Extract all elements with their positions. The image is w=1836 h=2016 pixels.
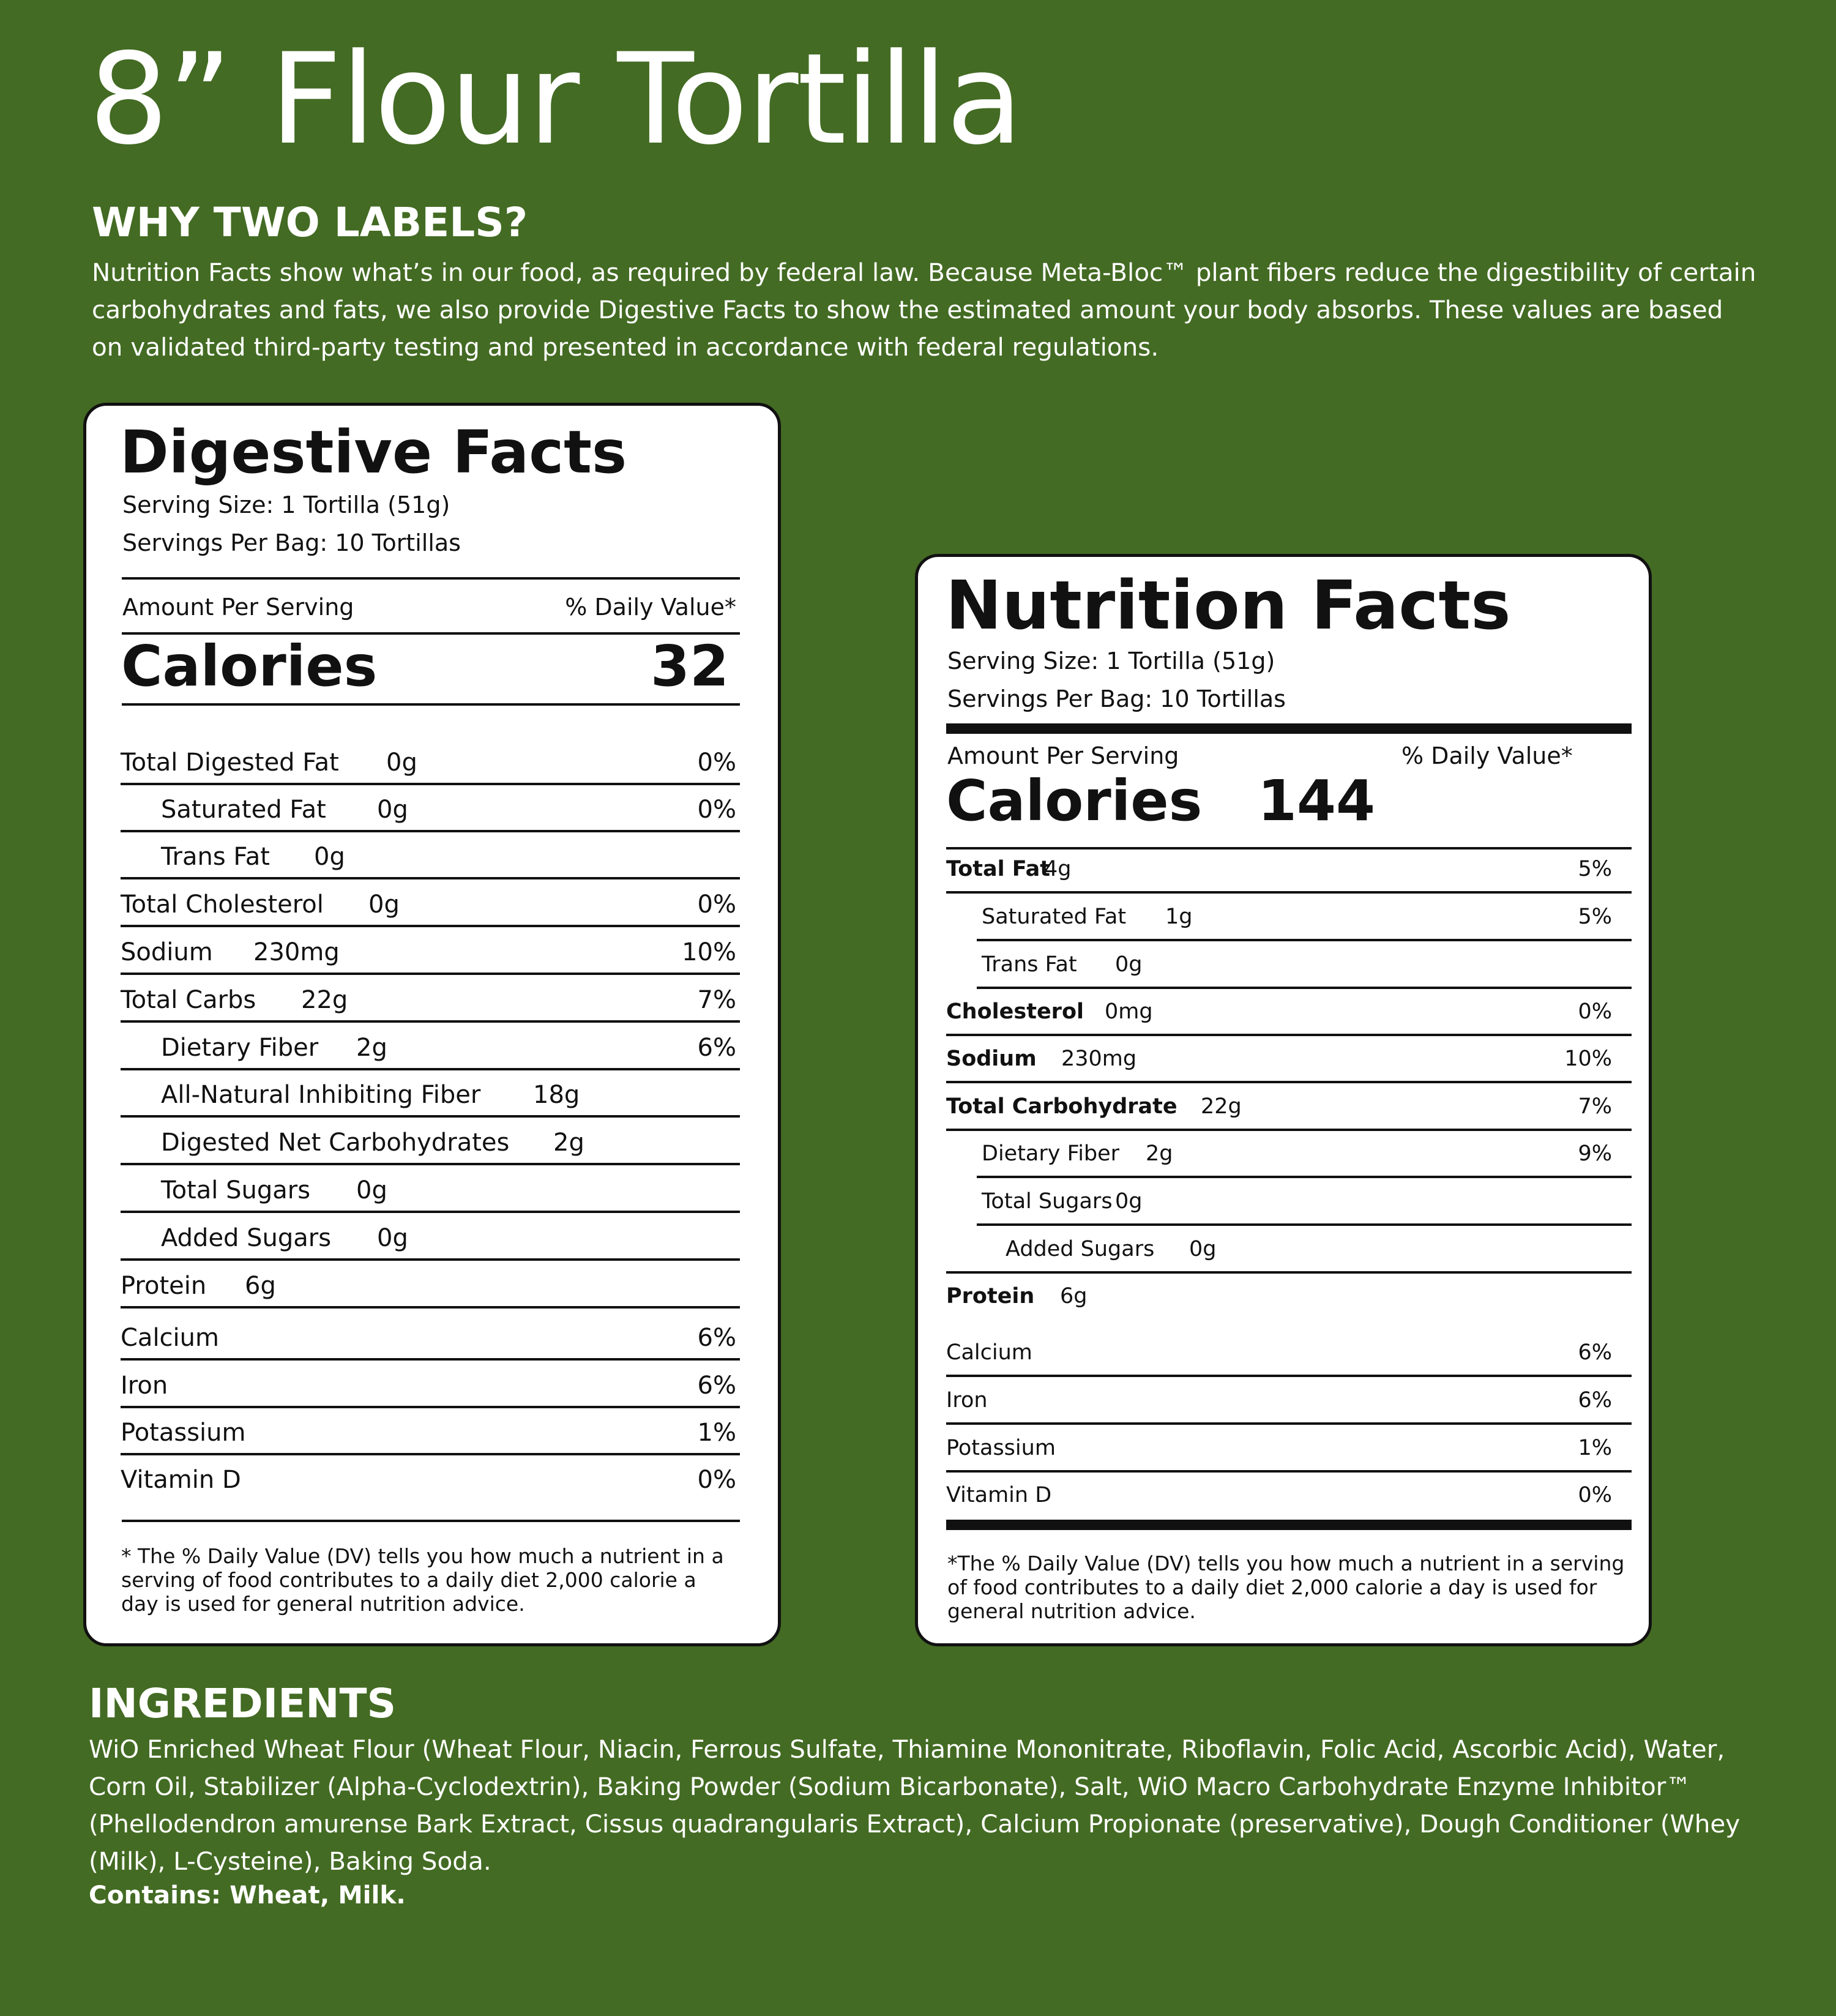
digestive-row-sodium-label: Sodium [121, 938, 213, 966]
digestive-row-potassium-dv: 1% [697, 1419, 736, 1447]
nutrition-row-total-sugars-amount: 0g [1115, 1189, 1143, 1214]
digestive-row-divider [121, 1358, 740, 1361]
digestive-row-all-natural-inhibiting-fiber-label: All-Natural Inhibiting Fiber [161, 1081, 481, 1109]
digestive-row-added-sugars-label: Added Sugars [161, 1224, 332, 1252]
nutrition-row-total-fat-dv: 5% [1578, 857, 1612, 881]
digestive-row-divider [121, 1258, 740, 1261]
digestive-row-potassium-label: Potassium [121, 1419, 246, 1447]
digestive-row-digested-net-carbohydrates-label: Digested Net Carbohydrates [161, 1129, 510, 1157]
digestive-row-all-natural-inhibiting-fiber-amount: 18g [533, 1081, 580, 1109]
nutrition-row-dietary-fiber-label: Dietary Fiber [982, 1141, 1120, 1166]
nutrition-row-iron-dv: 6% [1578, 1388, 1612, 1413]
digestive-amount-per: Amount Per Serving [122, 594, 354, 621]
nutrition-facts-panel [915, 554, 1652, 1646]
nutrition-row-total-carbohydrate-dv: 7% [1578, 1094, 1612, 1119]
nutrition-facts-heading: Nutrition Facts [946, 566, 1511, 644]
ingredients-heading: INGREDIENTS [89, 1680, 397, 1727]
page-title: 8” Flour Tortilla [89, 27, 1022, 173]
digestive-row-calcium-label: Calcium [121, 1324, 219, 1352]
nutrition-row-calcium-dv: 6% [1578, 1340, 1612, 1365]
nutrition-row-potassium-dv: 1% [1578, 1436, 1612, 1460]
digestive-row-sodium-amount: 230mg [253, 938, 340, 966]
nutrition-row-sodium-amount: 230mg [1061, 1047, 1137, 1071]
nutrition-row-total-carbohydrate-label: Total Carbohydrate [946, 1094, 1177, 1119]
nutrition-dv-header: % Daily Value* [1401, 742, 1573, 769]
nutrition-row-divider [977, 939, 1632, 941]
digestive-row-total-cholesterol-label: Total Cholesterol [121, 890, 324, 919]
digestive-row-total-cholesterol-amount: 0g [368, 890, 400, 919]
digestive-footnote: * The % Daily Value (DV) tells you how much a nutrient in a serving of food contributes to a daily diet 2,000 calorie a day is used for general nutrition advice. [121, 1544, 724, 1616]
ingredients-text: WiO Enriched Wheat Flour (Wheat Flour, Niacin, Ferrous Sulfate, Thiamine Mononitrate, Riboflavin, Folic Acid, Ascorbic Acid), Water, Corn Oil, Stabilizer (Alpha-Cyclodextrin), Baking Powder (Sodium Bicarbonate), Salt, WiO Macro Carbohydrate Enzyme Inhibitor™ (Phellodendron amurense Bark Extract, Cissus quadrangularis Extract), Calcium Propionate (preservative), Dough Conditioner (Whey (Milk), L-Cysteine), Baking Soda. [89, 1734, 1741, 1876]
digestive-row-total-carbs-amount: 22g [301, 986, 348, 1014]
digestive-row-saturated-fat-amount: 0g [377, 796, 408, 824]
digestive-row-total-digested-fat-label: Total Digested Fat [121, 749, 339, 777]
why-text: Nutrition Facts show what’s in our food, as required by federal law. Because Meta-Bloc™ plant fibers reduce the digestibility of certain carbohydrates and fats, we also provide Digestive Facts to show the estimated amount your body absorbs. These values are based on validated third-party testing and presented in accordance with federal regulations. [92, 258, 1756, 362]
nutrition-row-cholesterol-amount: 0mg [1105, 999, 1153, 1024]
nutrition-row-saturated-fat-label: Saturated Fat [982, 905, 1127, 929]
nutrition-amount-per: Amount Per Serving [947, 742, 1179, 769]
nutrition-row-trans-fat-label: Trans Fat [982, 952, 1077, 977]
digestive-row-divider [121, 1115, 740, 1118]
digestive-row-divider [121, 1306, 740, 1309]
nutrition-row-dietary-fiber-amount: 2g [1146, 1141, 1173, 1166]
nutrition-row-divider [946, 1081, 1632, 1083]
digestive-row-protein-label: Protein [121, 1272, 207, 1300]
digestive-dv-header: % Daily Value* [565, 594, 736, 621]
digestive-row-calcium-dv: 6% [697, 1324, 736, 1352]
nutrition-row-divider [946, 1470, 1632, 1473]
digestive-row-trans-fat-label: Trans Fat [161, 843, 270, 871]
nutrition-row-cholesterol-label: Cholesterol [946, 999, 1084, 1024]
digestive-row-total-sugars-amount: 0g [356, 1176, 387, 1204]
nutrition-row-added-sugars-label: Added Sugars [1006, 1237, 1155, 1261]
nutrition-row-divider [977, 1176, 1632, 1178]
digestive-row-vitamin-d-dv: 0% [697, 1466, 736, 1494]
digestive-row-total-digested-fat-amount: 0g [386, 749, 417, 777]
digestive-row-divider [121, 1163, 740, 1165]
nutrition-row-added-sugars-amount: 0g [1189, 1237, 1217, 1261]
nutrition-row-total-carbohydrate-amount: 22g [1201, 1094, 1242, 1119]
nutrition-row-total-fat-label: Total Fat [946, 857, 1051, 881]
digestive-calories-value: 32 [650, 633, 729, 699]
nutrition-calories-label: Calories [946, 768, 1203, 834]
digestive-row-total-sugars-label: Total Sugars [161, 1176, 311, 1204]
digestive-row-trans-fat-amount: 0g [314, 843, 345, 871]
nutrition-row-dietary-fiber-dv: 9% [1578, 1141, 1612, 1166]
nutrition-row-calcium-label: Calcium [946, 1340, 1032, 1365]
nutrition-row-divider [946, 891, 1632, 894]
nutrition-row-divider [977, 1223, 1632, 1226]
digestive-row-divider [121, 973, 740, 975]
nutrition-servings-per: Servings Per Bag: 10 Tortillas [947, 685, 1286, 712]
digestive-row-dietary-fiber-label: Dietary Fiber [161, 1034, 319, 1062]
digestive-row-divider [121, 925, 740, 927]
digestive-row-divider [121, 830, 740, 832]
nutrition-row-divider [946, 1422, 1632, 1425]
nutrition-calories-value: 144 [1258, 768, 1376, 834]
nutrition-row-trans-fat-amount: 0g [1115, 952, 1143, 977]
digestive-row-protein-amount: 6g [245, 1272, 276, 1300]
nutrition-row-saturated-fat-amount: 1g [1165, 905, 1193, 929]
nutrition-row-divider [946, 1129, 1632, 1131]
nutrition-row-cholesterol-dv: 0% [1578, 999, 1612, 1024]
digestive-row-vitamin-d-label: Vitamin D [121, 1466, 241, 1494]
digestive-row-dietary-fiber-dv: 6% [697, 1034, 736, 1062]
nutrition-row-total-sugars-label: Total Sugars [982, 1189, 1113, 1214]
nutrition-row-sodium-dv: 10% [1564, 1047, 1612, 1071]
digestive-row-divider [121, 877, 740, 879]
digestive-row-divider [121, 1020, 740, 1023]
nutrition-row-vitamin-d-label: Vitamin D [946, 1483, 1052, 1507]
nutrition-row-total-fat-amount: 4g [1044, 857, 1072, 881]
digestive-row-iron-dv: 6% [697, 1372, 736, 1400]
digestive-row-divider [121, 1068, 740, 1070]
nutrition-row-divider [946, 1375, 1632, 1377]
nutrition-row-protein-label: Protein [946, 1284, 1035, 1309]
digestive-row-sodium-dv: 10% [682, 938, 736, 966]
digestive-row-total-carbs-dv: 7% [697, 986, 736, 1014]
digestive-calories-label: Calories [121, 633, 378, 699]
digestive-row-dietary-fiber-amount: 2g [356, 1034, 387, 1062]
digestive-row-total-cholesterol-dv: 0% [697, 890, 736, 919]
digestive-row-iron-label: Iron [121, 1372, 168, 1400]
digestive-facts-heading: Digestive Facts [120, 418, 627, 487]
digestive-row-total-carbs-label: Total Carbs [121, 986, 256, 1014]
contains-statement: Contains: Wheat, Milk. [89, 1880, 406, 1910]
digestive-row-divider [121, 1211, 740, 1213]
nutrition-row-divider [946, 1271, 1632, 1274]
nutrition-footnote: *The % Daily Value (DV) tells you how much a nutrient in a serving of food contributes to a daily diet 2,000 calorie a day is used for general nutrition advice. [947, 1551, 1625, 1623]
nutrition-row-saturated-fat-dv: 5% [1578, 905, 1612, 929]
nutrition-row-divider [977, 987, 1632, 989]
nutrition-row-potassium-label: Potassium [946, 1436, 1056, 1460]
nutrition-row-iron-label: Iron [946, 1388, 988, 1413]
digestive-row-digested-net-carbohydrates-amount: 2g [553, 1129, 584, 1157]
digestive-row-saturated-fat-label: Saturated Fat [161, 796, 326, 824]
why-heading: WHY TWO LABELS? [92, 199, 528, 246]
digestive-row-added-sugars-amount: 0g [377, 1224, 408, 1252]
nutrition-row-protein-amount: 6g [1060, 1284, 1088, 1309]
digestive-facts-panel [83, 403, 781, 1646]
nutrition-row-divider [946, 1034, 1632, 1036]
nutrition-row-sodium-label: Sodium [946, 1047, 1037, 1071]
digestive-row-total-digested-fat-dv: 0% [697, 749, 736, 777]
digestive-serving-size: Serving Size: 1 Tortilla (51g) [122, 491, 450, 518]
digestive-servings-per: Servings Per Bag: 10 Tortillas [122, 529, 461, 556]
digestive-row-divider [121, 1453, 740, 1455]
nutrition-row-vitamin-d-dv: 0% [1578, 1483, 1612, 1507]
digestive-row-saturated-fat-dv: 0% [697, 796, 736, 824]
nutrition-serving-size: Serving Size: 1 Tortilla (51g) [947, 648, 1275, 674]
digestive-row-divider [121, 1406, 740, 1408]
digestive-row-divider [121, 783, 740, 785]
